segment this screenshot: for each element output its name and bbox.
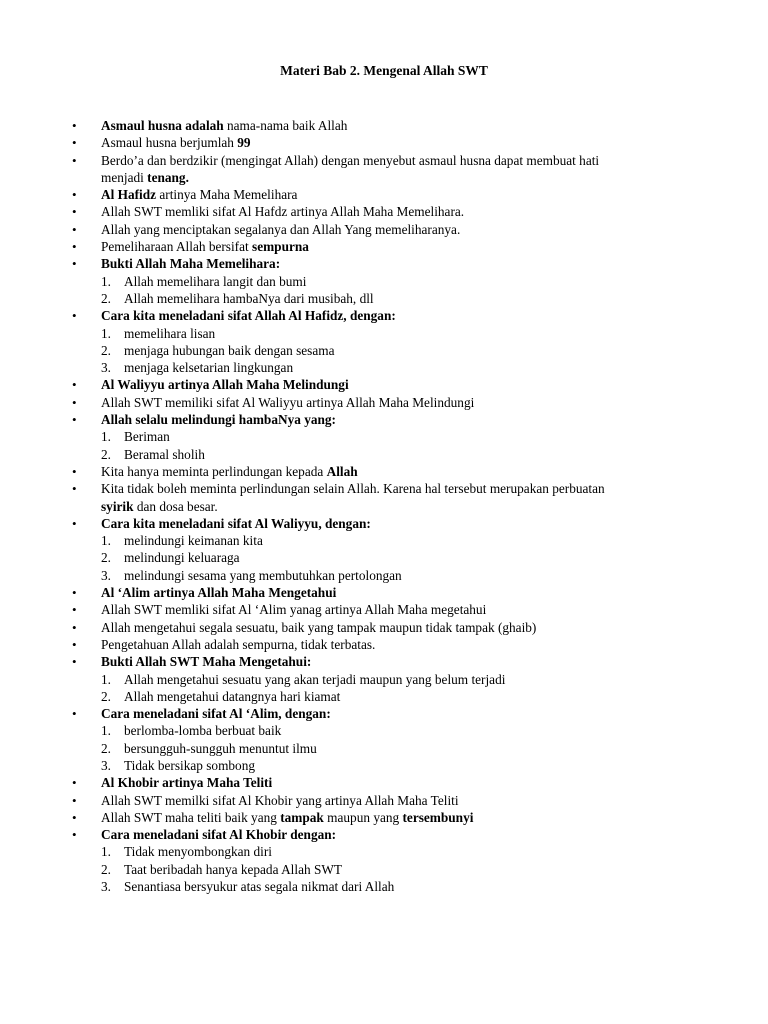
item-text [124,740,317,757]
bold-text: tampak [280,809,324,825]
numbered-item [0,757,768,774]
text-segment: menjaga kelsetarian lingkungan [124,360,294,376]
item-text [124,878,394,895]
continuation-line [0,498,768,515]
item-number: 2. [101,861,111,877]
item-text [101,653,311,670]
bold-text: syirik [101,498,134,514]
text-segment: Allah SWT memilki sifat Al Khobir yang artinya Allah Maha Teliti [101,792,459,808]
text-segment: maupun yang [323,809,403,825]
item-text [101,463,358,480]
bullet-item [0,134,768,151]
item-number: 1. [101,429,111,445]
bullet-item [0,186,768,203]
text-segment: Allah mengetahui sesuatu yang akan terjadi maupun yang belum terjadi [124,671,506,687]
numbered-item [0,446,768,463]
item-text [124,359,293,376]
item-text [101,480,605,497]
item-number: 3. [101,757,111,773]
bold-text: Al Khobir artinya Maha Teliti [101,775,273,791]
bullet-icon: • [72,394,77,410]
bullet-icon: • [72,118,77,133]
item-text [101,619,536,636]
item-text [101,792,459,809]
bold-text: Cara kita meneladani sifat Allah Al Hafidz, dengan: [101,308,396,324]
bullet-icon: • [72,256,77,272]
bullet-icon: • [72,377,77,393]
bold-text: Allah [326,463,358,479]
bullet-item [0,653,768,670]
item-text [101,376,349,393]
item-number: 3. [101,360,111,376]
text-segment: artinya Maha Memelihara [156,187,298,203]
bullet-icon: • [72,481,77,497]
item-text [101,601,486,618]
item-text [124,671,505,688]
bullet-item [0,601,768,618]
bullet-icon: • [72,204,77,220]
bullet-item [0,515,768,532]
item-text [124,861,342,878]
numbered-item [0,428,768,445]
bullet-item [0,255,768,272]
text-segment: melindungi keimanan kita [124,533,263,549]
numbered-item [0,325,768,342]
item-text [124,290,374,307]
bullet-icon: • [72,463,77,479]
item-text [101,809,473,826]
text-segment: Allah SWT memiliki sifat Al Waliyyu artinya Allah Maha Melindungi [101,394,475,410]
numbered-item [0,532,768,549]
bullet-item [0,203,768,220]
bold-text: 99 [237,135,251,151]
item-text [101,186,297,203]
text-segment: melindungi keluaraga [124,550,240,566]
bullet-item [0,117,768,134]
item-number: 1. [101,273,111,289]
item-text [101,515,371,532]
text-segment: memelihara lisan [124,325,216,341]
item-text [101,238,309,255]
numbered-item [0,688,768,705]
item-text [101,117,347,134]
item-text [124,273,306,290]
bullet-item [0,792,768,809]
bullet-icon: • [72,308,77,324]
item-text [101,307,396,324]
item-number: 2. [101,740,111,756]
item-number: 1. [101,533,111,549]
item-text [101,134,251,151]
bullet-item [0,238,768,255]
text-segment: Beriman [124,429,170,445]
bullet-item [0,376,768,393]
bullet-icon: • [72,636,77,652]
bullet-item [0,705,768,722]
text-segment: Allah SWT maha teliti baik yang [101,809,281,825]
item-text [101,394,474,411]
bold-text: tersembunyi [402,809,474,825]
text-segment: melindungi sesama yang membutuhkan pertolongan [124,567,402,583]
text-segment: nama-nama baik Allah [223,118,348,133]
item-text [124,757,255,774]
bullet-icon: • [72,221,77,237]
text-segment: Allah memelihara langit dan bumi [124,273,307,289]
bullet-icon: • [72,187,77,203]
item-number: 3. [101,879,111,895]
bullet-item [0,394,768,411]
bold-text: tenang. [147,169,189,185]
text-segment: menjadi [101,169,148,185]
item-number: 3. [101,567,111,583]
numbered-item [0,359,768,376]
bullet-icon: • [72,827,77,843]
text-segment: Pengetahuan Allah adalah sempurna, tidak terbatas. [101,636,376,652]
bullet-icon: • [72,239,77,255]
document-title: Materi Bab 2. Mengenal Allah SWT [280,63,488,78]
text-segment: Kita tidak boleh meminta perlindungan selain Allah. Karena hal tersebut merupakan perbuatan [101,481,605,497]
bold-text: Allah selalu melindungi hambaNya yang: [101,412,336,428]
bullet-item [0,463,768,480]
item-number: 2. [101,446,111,462]
bullet-item [0,826,768,843]
bullet-item [0,221,768,238]
text-segment: Asmaul husna berjumlah [101,135,238,151]
continuation-line [0,169,768,186]
bullet-icon: • [72,515,77,531]
bullet-item [0,619,768,636]
text-segment: Allah memelihara hambaNya dari musibah, dll [124,290,374,306]
item-number: 2. [101,550,111,566]
bullet-icon: • [72,602,77,618]
numbered-item [0,878,768,895]
item-number: 1. [101,671,111,687]
item-text [124,428,170,445]
bold-text: Bukti Allah Maha Memelihara: [101,256,281,272]
item-text [124,532,263,549]
text-segment: Allah SWT memliki sifat Al ‘Alim yanag artinya Allah Maha megetahui [101,602,487,618]
numbered-item [0,549,768,566]
text-segment: Taat beribadah hanya kepada Allah SWT [124,861,343,877]
item-text [101,203,464,220]
item-text [101,636,375,653]
bullet-item [0,307,768,324]
text-segment: Berdo’a dan berdzikir (mengingat Allah) dengan menyebut asmaul husna dapat membuat hati [101,152,600,168]
item-text [101,169,189,186]
bold-text: Cara kita meneladani sifat Al Waliyyu, dengan: [101,515,371,531]
item-text [124,325,215,342]
bullet-icon: • [72,792,77,808]
text-segment: berlomba-lomba berbuat baik [124,723,282,739]
bullet-icon: • [72,809,77,825]
document-body [0,117,768,895]
bold-text: Asmaul husna adalah [101,118,224,133]
bullet-item [0,636,768,653]
text-segment: Senantiasa bersyukur atas segala nikmat dari Allah [124,879,395,895]
bullet-icon: • [72,654,77,670]
bullet-item [0,774,768,791]
bold-text: Cara meneladani sifat Al ‘Alim, dengan: [101,706,331,722]
item-text [101,411,336,428]
text-segment: bersungguh-sungguh menuntut ilmu [124,740,317,756]
item-text [101,255,280,272]
text-segment: Allah yang menciptakan segalanya dan Allah Yang memeliharanya. [101,221,461,237]
text-segment: Kita hanya meminta perlindungan kepada [101,463,327,479]
numbered-item [0,843,768,860]
numbered-item [0,567,768,584]
item-number: 1. [101,844,111,860]
bullet-icon: • [72,135,77,151]
numbered-item [0,861,768,878]
bold-text: Bukti Allah SWT Maha Mengetahui: [101,654,312,670]
item-number: 1. [101,723,111,739]
bullet-item [0,480,768,497]
bullet-icon: • [72,775,77,791]
numbered-item [0,740,768,757]
item-text [101,826,336,843]
text-segment: Beramal sholih [124,446,205,462]
item-text [101,221,460,238]
text-segment: Allah mengetahui datangnya hari kiamat [124,688,341,704]
item-text [124,549,240,566]
item-text [124,342,334,359]
text-segment: Allah SWT memliki sifat Al Hafdz artinya Allah Maha Memelihara. [101,204,465,220]
item-text [124,446,205,463]
text-segment: Pemeliharaan Allah bersifat [101,239,253,255]
item-text [101,498,218,515]
numbered-item [0,722,768,739]
bullet-icon: • [72,152,77,168]
bold-text: Cara meneladani sifat Al Khobir dengan: [101,827,337,843]
item-text [101,584,336,601]
bullet-item [0,411,768,428]
item-text [124,688,340,705]
text-segment: Tidak bersikap sombong [124,757,256,773]
numbered-item [0,671,768,688]
text-segment: Allah mengetahui segala sesuatu, baik yang tampak maupun tidak tampak (ghaib) [101,619,537,635]
item-text [124,567,402,584]
item-number: 2. [101,290,111,306]
bullet-item [0,152,768,169]
item-text [101,705,331,722]
numbered-item [0,273,768,290]
item-text [101,774,272,791]
bold-text: Al ‘Alim artinya Allah Maha Mengetahui [101,585,337,601]
item-text [124,722,281,739]
item-number: 1. [101,325,111,341]
item-number: 2. [101,688,111,704]
text-segment: dan dosa besar. [133,498,218,514]
numbered-item [0,290,768,307]
bullet-icon: • [72,619,77,635]
bullet-icon: • [72,706,77,722]
item-text [124,843,272,860]
bullet-icon: • [72,412,77,428]
item-text [101,152,599,169]
bullet-item [0,809,768,826]
text-segment: menjaga hubungan baik dengan sesama [124,342,335,358]
text-segment: Tidak menyombongkan diri [124,844,272,860]
bullet-item [0,584,768,601]
bold-text: Al Hafidz [101,187,157,203]
bullet-icon: • [72,585,77,601]
numbered-item [0,342,768,359]
item-number: 2. [101,342,111,358]
bold-text: Al Waliyyu artinya Allah Maha Melindungi [101,377,349,393]
bold-text: sempurna [252,239,309,255]
